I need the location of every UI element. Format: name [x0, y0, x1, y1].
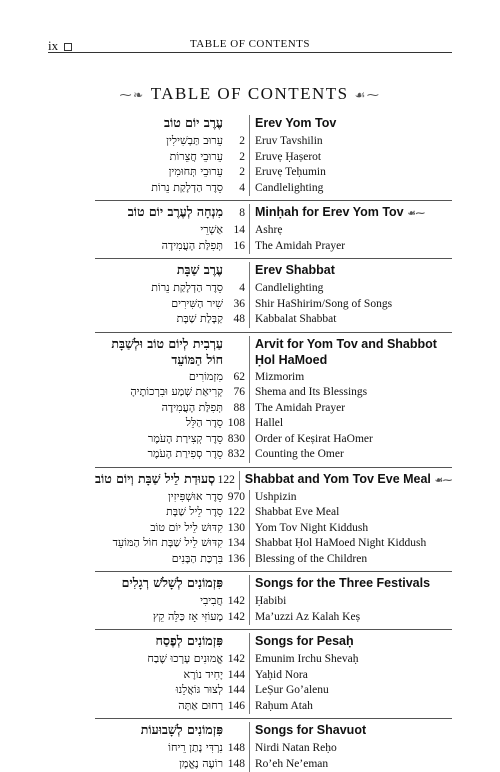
column-divider — [249, 336, 250, 370]
entry-hebrew-title: סֵדֶר הַדְלָקַת נֵרוֹת — [95, 181, 223, 194]
entry-hebrew-title: יָחִיד נוֹרָא — [95, 668, 223, 681]
entry-english-title: LeṢur Go’alenu — [255, 684, 452, 696]
entry-page-number: 146 — [223, 700, 245, 712]
entry-hebrew-title: סֵדֶר אוּשְׁפִּיזִין — [95, 490, 223, 503]
entry-english-title: Nirdi Natan Reḥo — [255, 742, 452, 754]
section-hebrew-title: פִּזְמוֹנִים לְשָׁלֹשׁ רְגָלִים — [95, 575, 223, 591]
entry-english-title: Mizmorim — [255, 371, 452, 383]
entry-page-number: 832 — [223, 448, 245, 460]
entry-hebrew-title: עֵרוּבֵי חֲצֵרוֹת — [95, 150, 223, 163]
running-header — [48, 36, 452, 53]
section-heading[interactable] — [95, 204, 452, 223]
entry-hebrew-title: בִּרְכַּת הַבָּנִים — [95, 552, 223, 565]
section-english-title: Songs for Shavuot — [255, 723, 452, 737]
entry-hebrew-title: סֵדֶר הַלֵּל — [95, 416, 223, 429]
column-divider — [239, 471, 240, 490]
entry-hebrew-title: תְּפִלַּת הָעֲמִידָה — [95, 239, 223, 252]
toc-entry[interactable] — [95, 432, 452, 448]
section-heading[interactable] — [95, 722, 452, 741]
entry-hebrew-title: מָעוֹזִּי אָז כַּלֵּה קֵץ — [95, 610, 223, 623]
entry-page-number: 144 — [223, 684, 245, 696]
entry-english-title: Hallel — [255, 417, 452, 429]
entry-hebrew-title: קְרִיאַת שְׁמַע וּבִרְכוֹתֶיהָ — [95, 385, 223, 398]
toc-entry[interactable] — [95, 536, 452, 552]
section-hebrew-title: עַרְבִית לְיוֹם טוֹב וּלְשַׁבָּת חוֹל הַמּוֹעֵד — [95, 336, 223, 368]
section-heading[interactable] — [95, 633, 452, 652]
column-divider — [249, 668, 250, 684]
entry-hebrew-title: קַבָּלַת שַׁבָּת — [95, 312, 223, 325]
toc-section — [95, 258, 452, 328]
toc-entry[interactable] — [95, 223, 452, 239]
entry-hebrew-title: סֵדֶר הַדְלָקַת נֵרוֹת — [95, 281, 223, 294]
toc-entry[interactable] — [95, 416, 452, 432]
column-divider — [249, 432, 250, 448]
entry-page-number: 136 — [223, 553, 245, 565]
entry-hebrew-title: לְצוּר גּוֹאֲלֵנוּ — [95, 683, 223, 696]
column-divider — [249, 134, 250, 150]
section-heading[interactable] — [95, 575, 452, 594]
toc-entry[interactable] — [95, 757, 452, 772]
column-divider — [249, 741, 250, 757]
page-title: ⁓❧ TABLE OF CONTENTS ☙⁓ — [0, 84, 500, 104]
entry-english-title: Yaḥid Nora — [255, 669, 452, 681]
column-divider — [249, 297, 250, 313]
toc-entry[interactable] — [95, 683, 452, 699]
entry-english-title: Ma’uzzi Az Kalah Keṣ — [255, 611, 452, 623]
toc-entry[interactable] — [95, 150, 452, 166]
entry-page-number: 142 — [223, 595, 245, 607]
column-divider — [249, 552, 250, 568]
section-flourish-icon: ☙⁓ — [435, 475, 452, 485]
entry-page-number: 108 — [223, 417, 245, 429]
entry-english-title: Eruvẹ Teḥumin — [255, 166, 452, 178]
column-divider — [249, 165, 250, 181]
entry-english-title: Eruv Tavshilin — [255, 135, 452, 147]
entry-page-number: 970 — [223, 491, 245, 503]
section-english-title: Erev Yom Tov — [255, 116, 452, 130]
entry-english-title: Raḥum Atah — [255, 700, 452, 712]
column-divider — [249, 115, 250, 134]
entry-page-number: 122 — [223, 506, 245, 518]
toc-entry[interactable] — [95, 134, 452, 150]
entry-english-title: Shabbat Ḥol HaMoed Night Kiddush — [255, 537, 452, 549]
toc-entry[interactable] — [95, 552, 452, 568]
entry-hebrew-title: רוֹעֶה נֶאֱמָן — [95, 757, 223, 770]
section-heading[interactable] — [95, 471, 452, 490]
entry-english-title: Ushpizin — [255, 491, 452, 503]
column-divider — [249, 281, 250, 297]
section-heading[interactable] — [95, 262, 452, 281]
section-page-number: 8 — [223, 207, 245, 219]
entry-hebrew-title: קִדּוּשׁ לֵיל יוֹם טוֹב — [95, 521, 223, 534]
toc-entry[interactable] — [95, 239, 452, 255]
entry-page-number: 14 — [223, 224, 245, 236]
entry-page-number: 16 — [223, 240, 245, 252]
entry-english-title: Kabbalat Shabbat — [255, 313, 452, 325]
column-divider — [249, 505, 250, 521]
section-english-title: Minḥah for Erev Yom Tov ☙⁓ — [255, 205, 452, 219]
section-english-title: Songs for the Three Festivals — [255, 576, 452, 590]
table-of-contents — [95, 108, 452, 772]
entry-page-number: 142 — [223, 653, 245, 665]
entry-english-title: Ashrẹ — [255, 224, 452, 236]
entry-page-number: 2 — [223, 135, 245, 147]
toc-entry[interactable] — [95, 490, 452, 506]
entry-english-title: Yom Tov Night Kiddush — [255, 522, 452, 534]
entry-hebrew-title: מִזְמוֹרִים — [95, 370, 223, 383]
entry-hebrew-title: קִדּוּשׁ לֵיל שַׁבָּת חוֹל הַמּוֹעֵד — [95, 536, 223, 549]
entry-hebrew-title: שִׁיר הַשִּׁירִים — [95, 297, 223, 310]
entry-page-number: 2 — [223, 151, 245, 163]
entry-english-title: Order of Keṣirat HaOmer — [255, 433, 452, 445]
toc-entry[interactable] — [95, 610, 452, 626]
column-divider — [249, 150, 250, 166]
entry-page-number: 36 — [223, 298, 245, 310]
section-hebrew-title: פִּזְמוֹנִים לְשָׁבוּעוֹת — [95, 722, 223, 738]
toc-entry[interactable] — [95, 181, 452, 197]
entry-page-number: 48 — [223, 313, 245, 325]
entry-hebrew-title: סֵדֶר לֵיל שַׁבָּת — [95, 505, 223, 518]
column-divider — [249, 699, 250, 715]
entry-hebrew-title: סֵדֶר סְפִירַת הָעֹמֶר — [95, 447, 223, 460]
entry-page-number: 142 — [223, 611, 245, 623]
section-hebrew-title: עֶרֶב שַׁבָּת — [95, 262, 223, 278]
section-english-title: Arvit for Yom Tov and Shabbot Ḥol HaMoed — [255, 336, 452, 368]
column-divider — [249, 536, 250, 552]
section-hebrew-title: עֶרֶב יוֹם טוֹב — [95, 115, 223, 131]
entry-page-number: 88 — [223, 402, 245, 414]
entry-page-number: 134 — [223, 537, 245, 549]
entry-page-number: 62 — [223, 371, 245, 383]
toc-section — [95, 112, 452, 196]
entry-english-title: The Amidah Prayer — [255, 240, 452, 252]
running-title: TABLE OF CONTENTS — [48, 38, 452, 50]
toc-entry[interactable] — [95, 297, 452, 313]
toc-entry[interactable] — [95, 741, 452, 757]
entry-hebrew-title: רַחוּם אַתָּה — [95, 699, 223, 712]
entry-page-number: 144 — [223, 669, 245, 681]
section-hebrew-title: סְעוּדַת לֵיל שַׁבָּת וְיוֹם טוֹב — [95, 471, 215, 487]
section-english-title: Songs for Pesaḥ — [255, 634, 452, 648]
column-divider — [249, 416, 250, 432]
column-divider — [249, 521, 250, 537]
entry-hebrew-title: נִרְדִּי נָתַן רֵיחוֹ — [95, 741, 223, 754]
entry-english-title: Ro’eh Ne’eman — [255, 758, 452, 770]
column-divider — [249, 490, 250, 506]
section-page-number: 122 — [215, 474, 235, 486]
column-divider — [249, 262, 250, 281]
entry-page-number: 148 — [223, 758, 245, 770]
entry-hebrew-title: חֲבִיבִי — [95, 594, 223, 607]
section-hebrew-title: מִנְחָה לְעֶרֶב יוֹם טוֹב — [95, 204, 223, 220]
toc-entry[interactable] — [95, 652, 452, 668]
entry-english-title: Ḥabibi — [255, 595, 452, 607]
entry-english-title: Emunim Irchu Shevaḥ — [255, 653, 452, 665]
entry-english-title: Shir HaShirim/Song of Songs — [255, 298, 452, 310]
column-divider — [249, 181, 250, 197]
section-heading[interactable] — [95, 336, 452, 370]
entry-english-title: Shabbat Eve Meal — [255, 506, 452, 518]
toc-section — [95, 718, 452, 772]
section-english-title: Shabbat and Yom Tov Eve Meal ☙⁓ — [245, 472, 452, 486]
section-english-title: Erev Shabbat — [255, 263, 452, 277]
entry-english-title: The Amidah Prayer — [255, 402, 452, 414]
left-flourish-icon: ⁓❧ — [120, 88, 145, 102]
column-divider — [249, 239, 250, 255]
column-divider — [249, 722, 250, 741]
section-flourish-icon: ☙⁓ — [408, 208, 425, 218]
entry-page-number: 76 — [223, 386, 245, 398]
right-flourish-icon: ☙⁓ — [355, 88, 381, 102]
column-divider — [249, 575, 250, 594]
toc-entry[interactable] — [95, 312, 452, 328]
entry-hebrew-title: עֵרוּבֵי תְּחוּמִין — [95, 165, 223, 178]
toc-entry[interactable] — [95, 385, 452, 401]
toc-entry[interactable] — [95, 281, 452, 297]
toc-entry[interactable] — [95, 594, 452, 610]
toc-entry[interactable] — [95, 505, 452, 521]
toc-section — [95, 200, 452, 254]
entry-page-number: 4 — [223, 282, 245, 294]
entry-page-number: 148 — [223, 742, 245, 754]
column-divider — [249, 204, 250, 223]
entry-english-title: Candlelighting — [255, 282, 452, 294]
column-divider — [249, 633, 250, 652]
entry-page-number: 2 — [223, 166, 245, 178]
entry-hebrew-title: אֱמוּנִים עָרְכוּ שֶׁבַח — [95, 652, 223, 665]
column-divider — [249, 447, 250, 463]
column-divider — [249, 610, 250, 626]
section-heading[interactable] — [95, 115, 452, 134]
column-divider — [249, 370, 250, 386]
column-divider — [249, 757, 250, 772]
toc-entry[interactable] — [95, 668, 452, 684]
toc-section — [95, 332, 452, 463]
entry-english-title: Eruvẹ Ḥaṣerot — [255, 151, 452, 163]
column-divider — [249, 652, 250, 668]
entry-page-number: 830 — [223, 433, 245, 445]
entry-english-title: Candlelighting — [255, 182, 452, 194]
section-hebrew-title: פִּזְמוֹנִים לְפֶסַח — [95, 633, 223, 649]
entry-hebrew-title: תְּפִלַּת הָעֲמִידָה — [95, 401, 223, 414]
toc-section — [95, 571, 452, 625]
toc-entry[interactable] — [95, 370, 452, 386]
column-divider — [249, 223, 250, 239]
entry-page-number: 130 — [223, 522, 245, 534]
toc-section — [95, 467, 452, 568]
column-divider — [249, 594, 250, 610]
entry-hebrew-title: עֵרוּב תַּבְשִׁילִין — [95, 134, 223, 147]
entry-page-number: 4 — [223, 182, 245, 194]
toc-section — [95, 629, 452, 714]
toc-entry[interactable] — [95, 521, 452, 537]
toc-entry[interactable] — [95, 401, 452, 417]
entry-english-title: Counting the Omer — [255, 448, 452, 460]
column-divider — [249, 683, 250, 699]
column-divider — [249, 312, 250, 328]
entry-english-title: Blessing of the Children — [255, 553, 452, 565]
entry-hebrew-title: אַשְׁרֵי — [95, 223, 223, 236]
entry-hebrew-title: סֵדֶר קְצִירַת הָעֹמֶר — [95, 432, 223, 445]
toc-entry[interactable] — [95, 165, 452, 181]
toc-entry[interactable] — [95, 447, 452, 463]
column-divider — [249, 385, 250, 401]
entry-english-title: Shema and Its Blessings — [255, 386, 452, 398]
toc-entry[interactable] — [95, 699, 452, 715]
page-number: ix — [48, 38, 72, 54]
column-divider — [249, 401, 250, 417]
